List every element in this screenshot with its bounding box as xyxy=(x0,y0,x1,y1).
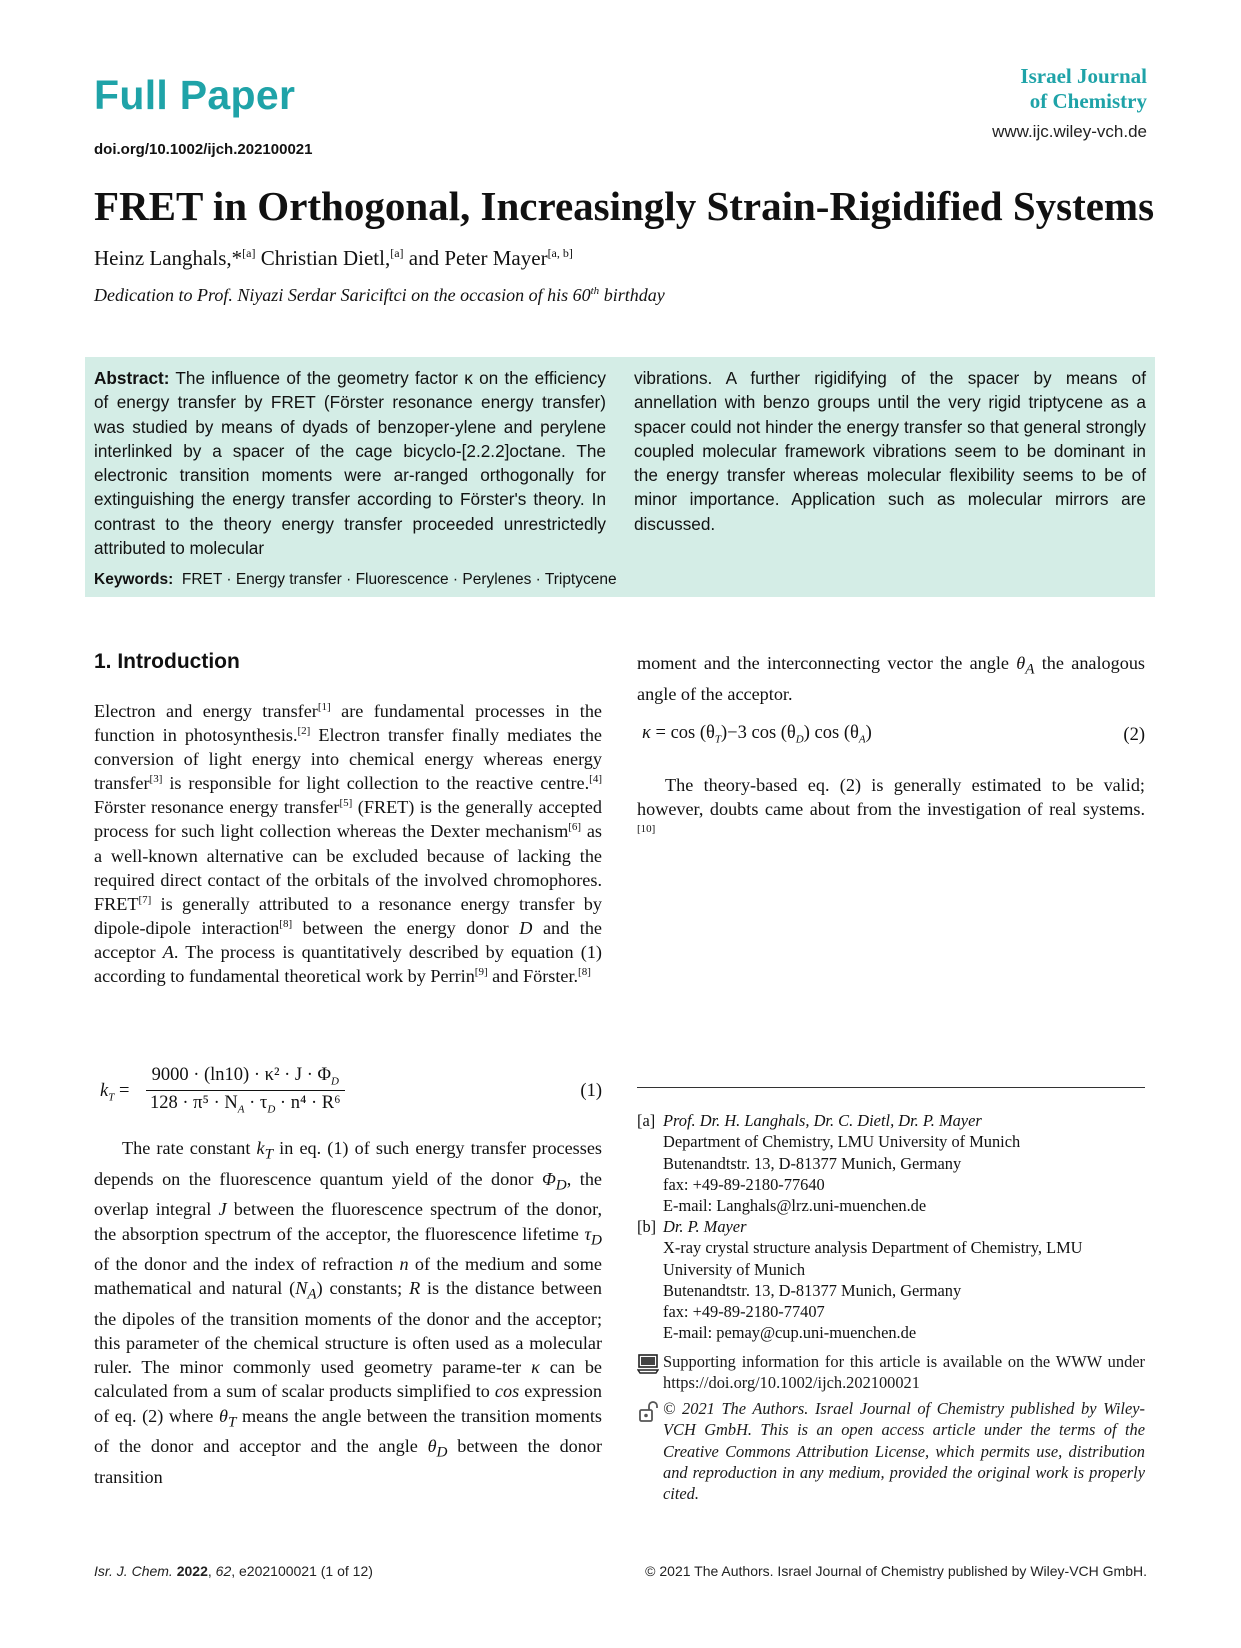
author-affiliation: [a, b] xyxy=(547,246,573,260)
license-statement xyxy=(637,1398,1145,1504)
affiliation-line: Butenandtstr. 13, D-81377 Munich, Germany xyxy=(663,1280,962,1300)
journal-url[interactable]: www.ijc.wiley-vch.de xyxy=(992,122,1147,141)
affiliation-names: Prof. Dr. H. Langhals, Dr. C. Dietl, Dr. P. Mayer xyxy=(663,1111,982,1130)
section-heading: 1. Introduction xyxy=(94,650,240,673)
footer-copyright: © 2021 The Authors. Israel Journal of Chemistry published by Wiley-VCH GmbH. xyxy=(645,1563,1147,1579)
affiliation-line: University of Munich xyxy=(663,1259,806,1279)
citation[interactable]: [6] xyxy=(568,821,582,834)
journal-name-line1: Israel Journal xyxy=(1020,64,1147,88)
affiliation-names: Dr. P. Mayer xyxy=(663,1217,747,1236)
doi-link[interactable]: doi.org/10.1002/ijch.202100021 xyxy=(94,141,313,158)
affiliation-line: fax: +49-89-2180-77407 xyxy=(663,1302,825,1322)
author-affiliation: [a] xyxy=(242,246,256,260)
author-name: Christian Dietl, xyxy=(255,246,391,270)
equation-1: $k_T$ = $\frac{9000 \cdot (\ln 10) \cdot \kappa^2 \cdot J \cdot \Phi_D}{128 \cdot \pi^5 \cdot N_A \cdot \tau_D \cdot n^4 \cdot R^6}$ (1) xyxy=(100,1065,602,1116)
supporting-info xyxy=(637,1351,1145,1394)
equation-1-fraction xyxy=(146,1065,345,1115)
citation[interactable]: [3] xyxy=(149,773,163,786)
citation[interactable]: [5] xyxy=(339,797,353,810)
citation[interactable]: [7] xyxy=(138,893,152,906)
affiliation-email[interactable]: E-mail: pemay@cup.uni-muenchen.de xyxy=(663,1323,917,1343)
journal-name-line2: of Chemistry xyxy=(1029,89,1147,113)
citation[interactable]: [9] xyxy=(474,965,488,978)
article-title: FRET in Orthogonal, Increasingly Strain-Rigidified Systems xyxy=(94,183,1155,229)
author-name: Heinz Langhals,* xyxy=(94,246,243,270)
license-text: © 2021 The Authors. Israel Journal of Chemistry published by Wiley-VCH GmbH. This is an open access article under the terms of the Creative Commons Attribution License, which permits use, distribution and reproduction in any medium, provided the original work is properly cited. xyxy=(663,1399,1145,1504)
affiliation-b xyxy=(637,1216,1145,1344)
right-paragraph-1: moment and the interconnecting vector the angle $\theta_A$ the analogous angle of the acceptor. xyxy=(637,653,1145,704)
affiliation-line: Butenandtstr. 13, D-81377 Munich, Germany xyxy=(663,1153,962,1173)
dedication xyxy=(94,285,665,306)
intro-paragraph-1: Electron and energy transfer[1] are fundamental processes in the function in photosynthesis.[2] Electron transfer finally mediates the conversion of light energy into chemical energy whereas energy transfer[3] is responsible for light collection to the reactive centre.[4] Förster resonance energy transfer[5] (FRET) is the generally accepted process for such light collection whereas the Dexter mechanism[6] as a well-known alternative can be excluded because of lacking the required direct contact of the orbitals of the involved chromophores. FRET[7] is generally attributed to a resonance energy transfer by dipole-dipole interaction[8] between the energy donor D and the acceptor A. The process is quantitatively described by equation (1) according to fundamental theoretical work by Perrin[9] and Förster.[8] xyxy=(94,700,603,987)
footer-citation: Isr. J. Chem. 2022, 62, e202100021 (1 of 12) xyxy=(94,1563,373,1579)
section-label: Full Paper xyxy=(94,72,296,118)
citation[interactable]: [8] xyxy=(578,965,591,978)
footnote-divider xyxy=(637,1087,1145,1088)
intro-paragraph-2: The rate constant $k_T$ in eq. (1) of such energy transfer processes depends on the fluorescence quantum yield of the donor $\Phi_D$, the overlap integral J between the fluorescence spectrum of the donor, the absorption spectrum of the acceptor, the fluorescence lifetime $\tau_D$ of the donor and the index of refraction n of the medium and some mathematical and natural $(N_A)$ constants; R is the distance between the dipoles of the transition moments of the donor and the acceptor; this parameter of the chemical structure is often used as a molecular ruler. The minor commonly used geometry parame-ter κ can be calculated from a sum of scalar products simplified to cos expression of eq. (2) where $\theta_T$ means the angle between the transition moments of the donor and acceptor and the angle $\theta_D$ between the donor transition xyxy=(94,1138,603,1487)
citation[interactable]: [2] xyxy=(297,725,311,738)
author-list xyxy=(94,246,573,271)
dedication-text: Dedication to Prof. Niyazi Serdar Sariciftci on the occasion of his 60 xyxy=(94,285,591,305)
abstract-right-column xyxy=(634,366,1146,536)
footer-article-id: , e202100021 (1 of 12) xyxy=(231,1563,373,1579)
abstract-text-right: vibrations. A further rigidifying of the spacer by means of annellation with benzo groups until the very rigid triptycene as a spacer could not hinder the energy transfer so that general strongly coupled molecular framework vibrations seem to be dominant in the energy transfer whereas molecular flexibility seems to be of minor importance. Application such as molecular mirrors are discussed. xyxy=(634,368,1146,534)
footer-volume: 62 xyxy=(215,1563,232,1579)
author-name: and Peter Mayer xyxy=(403,246,548,270)
right-paragraph-2: The theory-based eq. (2) is generally estimated to be valid; however, doubts came about from the investigation of real systems.[10] xyxy=(637,775,1145,836)
dedication-text-end: birthday xyxy=(599,285,665,305)
abstract-left-column xyxy=(94,366,606,560)
computer-icon xyxy=(637,1354,659,1374)
citation[interactable]: [10] xyxy=(637,823,656,836)
equation-2: $\kappa = \cos (\theta_T)-3$ $\cos (\theta_D)$ $\cos (\theta_A)$ (2) xyxy=(642,723,1145,746)
author-affiliation: [a] xyxy=(390,246,404,260)
supporting-info-text[interactable]: Supporting information for this article is available on the WWW under https://doi.org/10.1002/ijch.202100021 xyxy=(663,1352,1145,1393)
equation-2-number: (2) xyxy=(1123,725,1145,745)
abstract-text-left: The influence of the geometry factor κ on the efficiency of energy transfer by FRET (Förster resonance energy transfer) was studied by means of dyads of benzoper-ylene and perylene interlinked by a spacer of the cage bicyclo-[2.2.2]octane. The electronic transition moments were ar-ranged orthogonally for extinguishing the energy transfer according to Förster's theory. In contrast to the theory energy transfer proceeded unrestrictedly attributed to molecular xyxy=(94,368,606,559)
affiliation-label: [a] xyxy=(637,1111,656,1130)
affiliation-label: [b] xyxy=(637,1217,657,1236)
citation[interactable]: [1] xyxy=(317,700,331,713)
affiliation-line: fax: +49-89-2180-77640 xyxy=(663,1174,825,1194)
equation-1-numerator: $9000 \cdot (\ln 10) \cdot \kappa^2 \cdot J \cdot \Phi_D$ xyxy=(146,1065,345,1091)
dedication-sup: th xyxy=(590,285,600,297)
affiliation-line: Department of Chemistry, LMU University of Munich xyxy=(663,1132,1021,1152)
affiliation-a xyxy=(637,1110,1145,1216)
equation-1-number: (1) xyxy=(580,1081,602,1101)
citation[interactable]: [4] xyxy=(589,773,602,786)
keywords xyxy=(94,571,617,589)
open-access-lock-icon xyxy=(637,1401,659,1423)
equation-1-denominator: $128 \cdot \pi^5 \cdot N_A \cdot \tau_D \cdot n^4 \cdot R^6$ xyxy=(150,1092,341,1116)
footer-year: 2022 xyxy=(176,1563,208,1579)
keywords-label: Keywords: xyxy=(94,571,174,588)
journal-logo xyxy=(907,64,1147,114)
abstract-label: Abstract: xyxy=(94,368,170,388)
footer-journal: Isr. J. Chem. xyxy=(94,1563,173,1579)
affiliation-line: X-ray crystal structure analysis Department of Chemistry, LMU xyxy=(663,1238,1083,1258)
citation[interactable]: [8] xyxy=(279,917,293,930)
keywords-list: FRET · Energy transfer · Fluorescence · Perylenes · Triptycene xyxy=(181,571,617,588)
affiliation-email[interactable]: E-mail: Langhals@lrz.uni-muenchen.de xyxy=(663,1196,927,1216)
